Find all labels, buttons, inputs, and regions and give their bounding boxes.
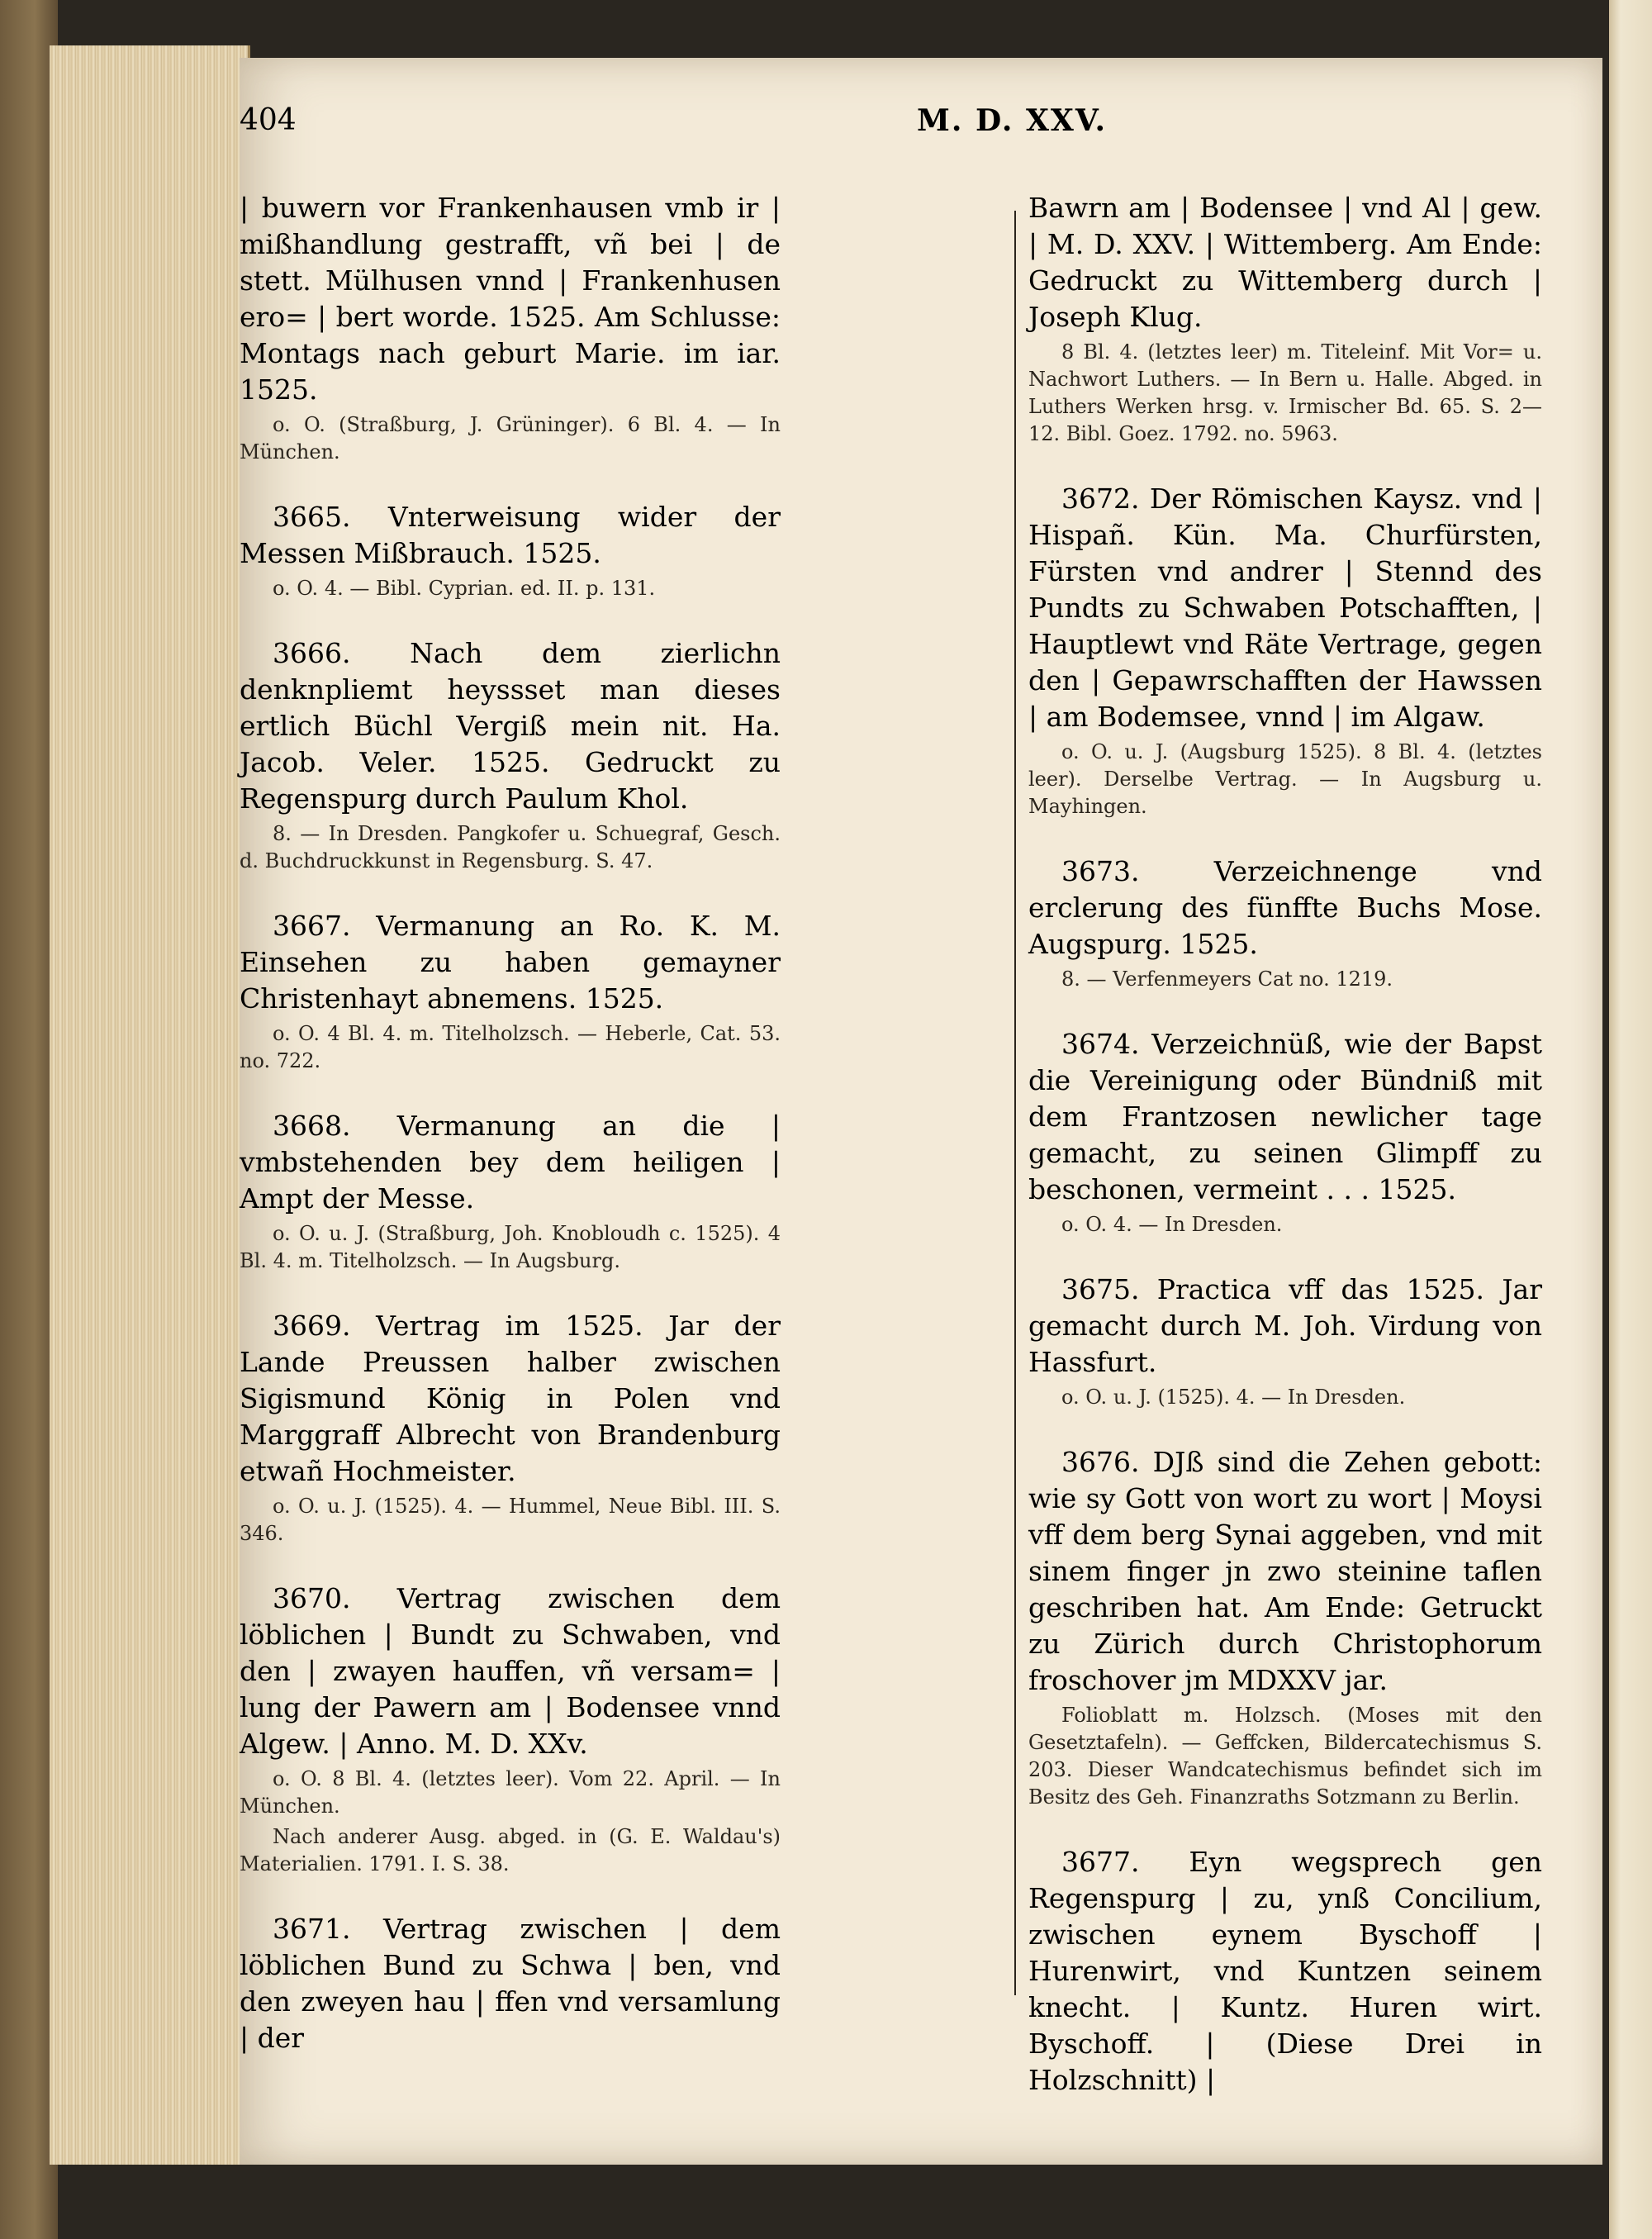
entry-note: o. O. 8 Bl. 4. (letztes leer). Vom 22. April. — In München. bbox=[240, 1767, 781, 1818]
entry bbox=[240, 908, 781, 1075]
entry-text: 3666. Nach dem zierlichn denknpliemt heyssset man dieses ertlich Büchl Vergiß mein nit. Ha. Jacob. Veler. 1525. Gedruckt zu Regenspurg durch Paulum Khol. bbox=[240, 637, 781, 815]
entry-note: Folioblatt m. Holzsch. (Moses mit den Gesetztafeln). — Geffcken, Bildercatechismus S. 203. Dieser Wandcatechismus befindet sich im Besitz des Geh. Finanzraths Sotzmann zu Berlin. bbox=[1028, 1704, 1542, 1809]
entry bbox=[1028, 1844, 1542, 2099]
entry-text: 3673. Verzeichnenge vnd erclerung des fünffte Buchs Mose. Augspurg. 1525. bbox=[1028, 855, 1542, 960]
entry-text: 3670. Vertrag zwischen dem löblichen | Bundt zu Schwaben, vnd den | zwayen hauffen, vñ versam= | lung der Pawern am | Bodensee vnnd Algew. | Anno. M. D. XXv. bbox=[240, 1582, 781, 1760]
entry bbox=[1028, 1026, 1542, 1238]
entry-note: o. O. 4. — Bibl. Cyprian. ed. II. p. 131. bbox=[273, 577, 656, 600]
entry bbox=[1028, 190, 1542, 448]
page-number: 404 bbox=[240, 103, 297, 137]
entry-text: 3675. Practica vff das 1525. Jar gemacht durch M. Joh. Virdung von Hassfurt. bbox=[1028, 1273, 1542, 1378]
entry-note: o. O. u. J. (1525). 4. — In Dresden. bbox=[1061, 1386, 1406, 1409]
entry-note: o. O. 4 Bl. 4. m. Titelholzsch. — Heberle, Cat. 53. no. 722. bbox=[240, 1022, 781, 1072]
entry-note: o. O. u. J. (Augsburg 1525). 8 Bl. 4. (letztes leer). Derselbe Vertrag. — In Augsburg u. Mayhingen. bbox=[1028, 740, 1542, 818]
entry-note: 8 Bl. 4. (letztes leer) m. Titeleinf. Mit Vor= u. Nachwort Luthers. — In Bern u. Halle. Abged. in Luthers Werken hrsg. v. Irmischer Bd. 65. S. 2—12. Bibl. Goez. 1792. no. 5963. bbox=[1028, 340, 1542, 445]
entry-text: 3677. Eyn wegsprech gen Regenspurg | zu, ynß Concilium, zwischen eynem Byschoff | Hurenwirt, vnd Kuntzen seinem knecht. | Kuntz. Huren wirt. Byschoff. | (Diese Drei in Holzschnitt) | bbox=[1028, 1846, 1542, 2096]
entry-text: 3672. Der Römischen Kaysz. vnd | Hispañ. Kün. Ma. Churfürsten, Fürsten vnd andrer | Stennd des Pundts zu Schwaben Potschafften, | Hauptlewt vnd Räte Vertrage, gegen den | Gepawrschafften der Hawssen | am Bodemsee, vnnd | im Algaw. bbox=[1028, 483, 1542, 733]
running-head bbox=[240, 103, 1107, 153]
entry-note: o. O. u. J. (1525). 4. — Hummel, Neue Bibl. III. S. 346. bbox=[240, 1495, 781, 1545]
entry bbox=[1028, 853, 1542, 993]
entry-text: 3674. Verzeichnüß, wie der Bapst die Vereinigung oder Bündniß mit dem Frantzosen newlicher tage gemacht, zu seinen Glimpff zu beschonen, vermeint . . . 1525. bbox=[1028, 1028, 1542, 1205]
entry bbox=[240, 1308, 781, 1547]
entry-text: 3667. Vermanung an Ro. K. M. Einsehen zu haben gemayner Christenhayt abnemens. 1525. bbox=[240, 910, 781, 1015]
left-column bbox=[240, 190, 781, 2089]
entry-note: Nach anderer Ausg. abged. in (G. E. Waldau's) Materialien. 1791. I. S. 38. bbox=[240, 1825, 781, 1875]
entry-text: 3671. Vertrag zwischen | dem löblichen Bund zu Schwa | ben, vnd den zweyen hau | ffen vnd versamlung | der bbox=[240, 1913, 781, 2054]
entry-text: 3669. Vertrag im 1525. Jar der Lande Preussen halber zwischen Sigismund König in Polen vnd Marggraff Albrecht von Brandenburg etwañ Hochmeister. bbox=[240, 1310, 781, 1487]
entry-text: 3665. Vnterweisung wider der Messen Mißbrauch. 1525. bbox=[240, 501, 781, 569]
entry-text: Bawrn am | Bodensee | vnd Al | gew. | M. D. XXV. | Wittemberg. Am Ende: Gedruckt zu Wittemberg durch | Joseph Klug. bbox=[1028, 192, 1542, 333]
entry bbox=[1028, 1444, 1542, 1811]
facing-page-edge bbox=[1609, 0, 1652, 2239]
entry-text: 3676. DJß sind die Zehen gebott: wie sy Gott von wort zu wort | Moysi vff dem berg Synai aggeben, vnd mit sinem finger jn zwo steinine taflen geschriben hat. Am Ende: Getruckt zu Zürich durch Christophorum froschover jm MDXXV jar. bbox=[1028, 1446, 1542, 1696]
entry-note: 8. — Verfenmeyers Cat no. 1219. bbox=[1061, 967, 1393, 991]
entry bbox=[1028, 481, 1542, 820]
entry bbox=[240, 499, 781, 602]
entry bbox=[240, 1581, 781, 1878]
page-stack-edge bbox=[50, 45, 250, 2165]
entry-note: 8. — In Dresden. Pangkofer u. Schuegraf, Gesch. d. Buchdruckkunst in Regensburg. S. 47. bbox=[240, 822, 781, 872]
entry bbox=[1028, 1272, 1542, 1411]
entry bbox=[240, 1108, 781, 1275]
entry bbox=[240, 1911, 781, 2056]
running-title: M. D. XXV. bbox=[917, 103, 1107, 138]
entry bbox=[240, 190, 781, 466]
entry bbox=[240, 635, 781, 875]
entry-note: o. O. (Straßburg, J. Grüninger). 6 Bl. 4. — In München. bbox=[240, 413, 781, 463]
right-column bbox=[1014, 190, 1542, 2132]
entry-note: o. O. u. J. (Straßburg, Joh. Knobloudh c. 1525). 4 Bl. 4. m. Titelholzsch. — In Augsburg. bbox=[240, 1222, 781, 1272]
entry-note: o. O. 4. — In Dresden. bbox=[1061, 1213, 1283, 1236]
entry-text: 3668. Vermanung an die | vmbstehenden bey dem heiligen | Ampt der Messe. bbox=[240, 1110, 781, 1215]
entry-text: | buwern vor Frankenhausen vmb ir | mißhandlung gestrafft, vñ bei | de stett. Mülhusen vnnd | Frankenhusen ero= | bert worde. 1525. Am Schlusse: Montags nach geburt Marie. im iar. 1525. bbox=[240, 192, 781, 406]
